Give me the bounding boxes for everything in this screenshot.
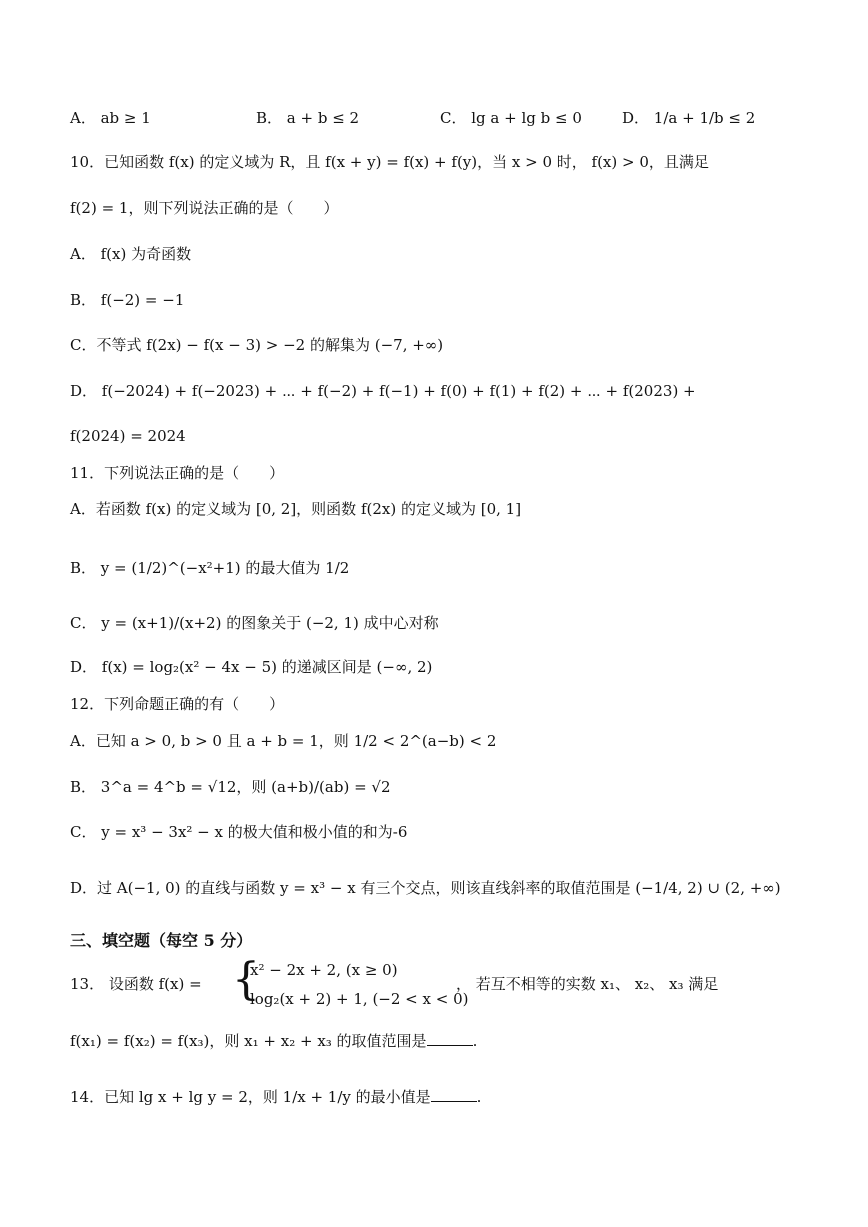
q14-period: . bbox=[476, 1088, 482, 1106]
q14-line bbox=[70, 1085, 481, 1109]
piecewise-brace: { bbox=[232, 954, 260, 1005]
q9-option-a: A． ab ≥ 1 bbox=[70, 109, 151, 127]
q11-stem: 11．下列说法正确的是（ ） bbox=[70, 464, 285, 482]
q10-option-a: A． f(x) 为奇函数 bbox=[70, 245, 192, 263]
answer-blank[interactable] bbox=[427, 1031, 473, 1046]
q11-option-c: C． y = (x+1)/(x+2) 的图象关于 (−2, 1) 成中心对称 bbox=[70, 614, 439, 632]
q10-option-d-line2: f(2024) = 2024 bbox=[70, 427, 186, 445]
q10-option-b: B． f(−2) = −1 bbox=[70, 291, 185, 309]
q13-case-1: x² − 2x + 2, (x ≥ 0) bbox=[250, 961, 398, 979]
q13-case-2: log₂(x + 2) + 1, (−2 < x < 0) bbox=[250, 990, 469, 1008]
q10-stem-line2: f(2) = 1，则下列说法正确的是（ ） bbox=[70, 199, 339, 217]
q13-period: . bbox=[472, 1032, 478, 1050]
q9-option-b: B． a + b ≤ 2 bbox=[256, 109, 360, 127]
q10-option-c: C．不等式 f(2x) − f(x − 3) > −2 的解集为 (−7, +∞) bbox=[70, 336, 444, 354]
answer-blank[interactable] bbox=[431, 1087, 477, 1102]
q11-option-d: D． f(x) = log₂(x² − 4x − 5) 的递减区间是 (−∞, 2) bbox=[70, 658, 433, 676]
q9-option-c: C． lg a + lg b ≤ 0 bbox=[440, 109, 582, 127]
q11-option-a: A．若函数 f(x) 的定义域为 [0, 2]，则函数 f(2x) 的定义域为 [0, 1] bbox=[70, 500, 522, 518]
q13-line2 bbox=[70, 1029, 477, 1053]
q13-line2-text: f(x₁) = f(x₂) = f(x₃)，则 x₁ + x₂ + x₃ 的取值范围是 bbox=[70, 1032, 427, 1050]
q9-option-d: D． 1/a + 1/b ≤ 2 bbox=[622, 109, 756, 127]
section-heading: 三、填空题（每空 5 分） bbox=[70, 931, 253, 950]
q12-option-d: D．过 A(−1, 0) 的直线与函数 y = x³ − x 有三个交点，则该直线斜率的取值范围是 (−1/4, 2) ∪ (2, +∞) bbox=[70, 879, 781, 897]
q12-option-c: C． y = x³ − 3x² − x 的极大值和极小值的和为-6 bbox=[70, 823, 408, 841]
q10-stem-line1: 10．已知函数 f(x) 的定义域为 R，且 f(x + y) = f(x) + f(y)，当 x > 0 时， f(x) > 0，且满足 bbox=[70, 153, 709, 171]
q10-option-d-line1: D． f(−2024) + f(−2023) + ⋯ + f(−2) + f(−1) + f(0) + f(1) + f(2) + ⋯ + f(2023) + bbox=[70, 382, 696, 400]
q12-option-a: A．已知 a > 0, b > 0 且 a + b = 1，则 1/2 < 2^(a−b) < 2 bbox=[70, 732, 497, 750]
q13-prefix: 13． 设函数 f(x) = bbox=[70, 975, 202, 993]
q12-option-b: B． 3^a = 4^b = √12，则 (a+b)/(ab) = √2 bbox=[70, 778, 391, 796]
q12-stem: 12．下列命题正确的有（ ） bbox=[70, 695, 285, 713]
q13-suffix: ， 若互不相等的实数 x₁、 x₂、 x₃ 满足 bbox=[456, 975, 719, 993]
q11-option-b: B． y = (1/2)^(−x²+1) 的最大值为 1/2 bbox=[70, 559, 350, 577]
q14-text: 14．已知 lg x + lg y = 2，则 1/x + 1/y 的最小值是 bbox=[70, 1088, 431, 1106]
